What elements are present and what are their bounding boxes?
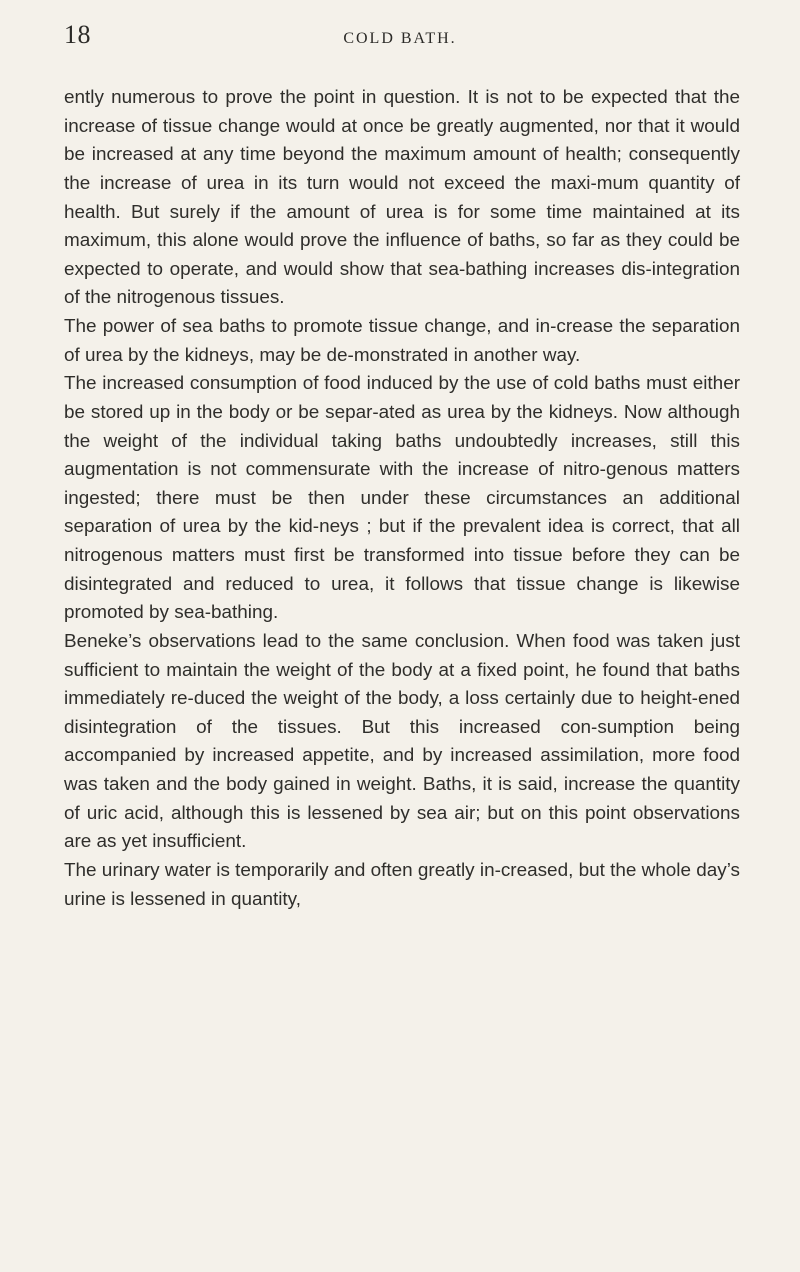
paragraph-4: Beneke’s observations lead to the same conclusion. When food was taken just sufficient to maintain the weight of the body at a fixed point, he found that baths immediately re-duced the weight of the body, a loss certainly due to height-ened disintegration of the tissues. But this increased con-sumption being accompanied by increased appetite, and by increased assimilation, more food was taken and the body gained in weight. Baths, it is said, increase the quantity of uric acid, although this is lessened by sea air; but on this point observations are as yet insufficient.: [64, 630, 740, 853]
page-number: 18: [64, 20, 91, 49]
running-head: COLD BATH.: [343, 30, 457, 47]
paragraph-3: The increased consumption of food induced by the use of cold baths must either be stored up in the body or be separ-ated as urea by the kidneys. Now although the weight of the individual taking baths undoubtedly increases, still this augmentation is not commensurate with the increase of nitro-genous matters ingested; there must be then under these circumstances an additional separation of urea by the kid-neys ; but if the prevalent idea is correct, that all nitrogenous matters must first be transformed into tissue before they can be disintegrated and reduced to urea, it follows that tissue change is likewise promoted by sea-bathing.: [64, 373, 740, 624]
paragraph-5: The urinary water is temporarily and often greatly in-creased, but the whole day’s urine is lessened in quantity,: [64, 859, 740, 910]
paragraph-1: ently numerous to prove the point in question. It is not to be expected that the increase of tissue change would at once be greatly augmented, nor that it would be increased at any time beyond the maximum amount of health; consequently the increase of urea in its turn would not exceed the maxi-mum quantity of health. But surely if the amount of urea is for some time maintained at its maximum, this alone would prove the influence of baths, so far as they could be expected to operate, and would show that sea-bathing increases dis-integration of the nitrogenous tissues.: [64, 87, 740, 309]
paragraph-2: The power of sea baths to promote tissue change, and in-crease the separation of urea by the kidneys, may be de-monstrated in another way.: [64, 316, 740, 366]
body-text: [64, 84, 740, 914]
